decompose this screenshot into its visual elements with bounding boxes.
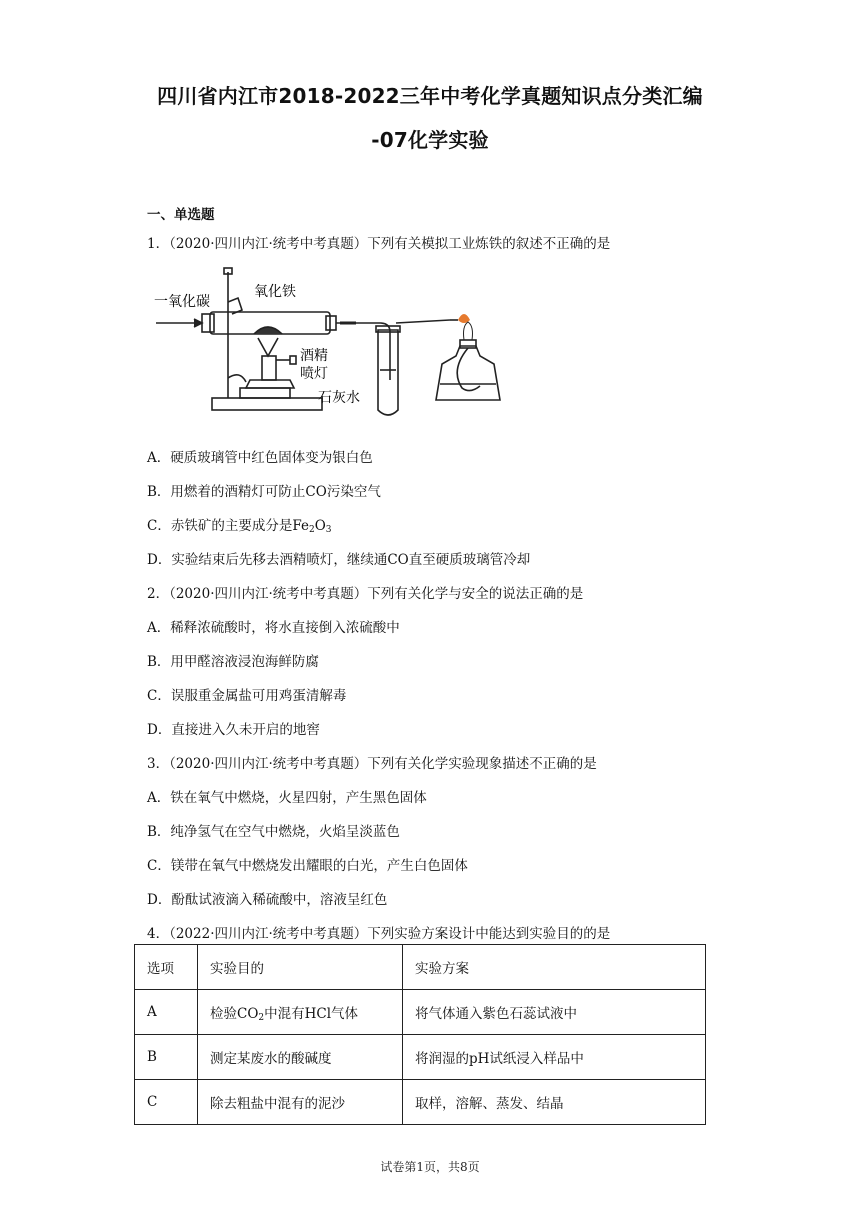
table-row	[135, 1080, 706, 1125]
question-2-stem: 2．（2020·四川内江·统考中考真题）下列有关化学与安全的说法正确的是	[147, 586, 584, 602]
label-limewater: 石灰水	[318, 390, 360, 406]
q1-option-b: B．用燃着的酒精灯可防止CO污染空气	[147, 484, 381, 500]
q2-option-a: A．稀释浓硫酸时，将水直接倒入浓硫酸中	[147, 620, 400, 636]
q1-option-d: D．实验结束后先移去酒精喷灯，继续通CO直至硬质玻璃管冷却	[147, 552, 531, 568]
header-plan: 实验方案	[403, 945, 706, 990]
q3-option-a: A．铁在氧气中燃烧，火星四射，产生黑色固体	[147, 790, 427, 806]
iron-smelting-apparatus-figure	[150, 260, 525, 420]
section-heading: 一、单选题	[147, 207, 215, 223]
table-row	[135, 1035, 706, 1080]
q2-option-b: B．用甲醛溶液浸泡海鲜防腐	[147, 654, 319, 670]
experiment-table	[134, 944, 706, 1125]
cell-goal: 除去粗盐中混有的泥沙	[198, 1080, 403, 1125]
question-3-stem: 3．（2020·四川内江·统考中考真题）下列有关化学实验现象描述不正确的是	[147, 756, 597, 772]
table-header-row	[135, 945, 706, 990]
cell-option: C	[135, 1080, 198, 1125]
cell-plan: 将气体通入紫色石蕊试液中	[403, 990, 706, 1035]
cell-goal: 检验$CO_2$中混有HCl气体	[198, 990, 403, 1035]
q1-option-c: C．赤铁矿的主要成分是$Fe_2O_3$	[147, 518, 332, 535]
label-co: 一氧化碳	[154, 294, 210, 310]
table-row	[135, 990, 706, 1035]
label-iron-oxide: 氧化铁	[254, 284, 296, 300]
cell-option: B	[135, 1035, 198, 1080]
header-goal: 实验目的	[198, 945, 403, 990]
question-4-stem: 4．（2022·四川内江·统考中考真题）下列实验方案设计中能达到实验目的的是	[147, 926, 611, 942]
cell-plan: 取样，溶解、蒸发、结晶	[403, 1080, 706, 1125]
header-option: 选项	[135, 945, 198, 990]
label-lamp-1: 酒精	[300, 348, 328, 364]
cell-option: A	[135, 990, 198, 1035]
cell-goal: 测定某废水的酸碱度	[198, 1035, 403, 1080]
q1-option-a: A．硬质玻璃管中红色固体变为银白色	[147, 450, 373, 466]
page-footer: 试卷第1页，共8页	[380, 1160, 480, 1174]
doc-title-line2: -07化学实验	[371, 128, 489, 152]
label-lamp-2: 喷灯	[300, 366, 328, 382]
q3-option-c: C．镁带在氧气中燃烧发出耀眼的白光，产生白色固体	[147, 858, 468, 874]
doc-title-line1: 四川省内江市2018-2022三年中考化学真题知识点分类汇编	[157, 84, 703, 108]
q3-option-d: D．酚酞试液滴入稀硫酸中，溶液呈红色	[147, 892, 388, 908]
q2-option-c: C．误服重金属盐可用鸡蛋清解毒	[147, 688, 347, 704]
question-1-stem: 1．（2020·四川内江·统考中考真题）下列有关模拟工业炼铁的叙述不正确的是	[147, 236, 611, 252]
q3-option-b: B．纯净氢气在空气中燃烧，火焰呈淡蓝色	[147, 824, 400, 840]
cell-plan: 将润湿的pH试纸浸入样品中	[403, 1035, 706, 1080]
q2-option-d: D．直接进入久未开启的地窖	[147, 722, 320, 738]
